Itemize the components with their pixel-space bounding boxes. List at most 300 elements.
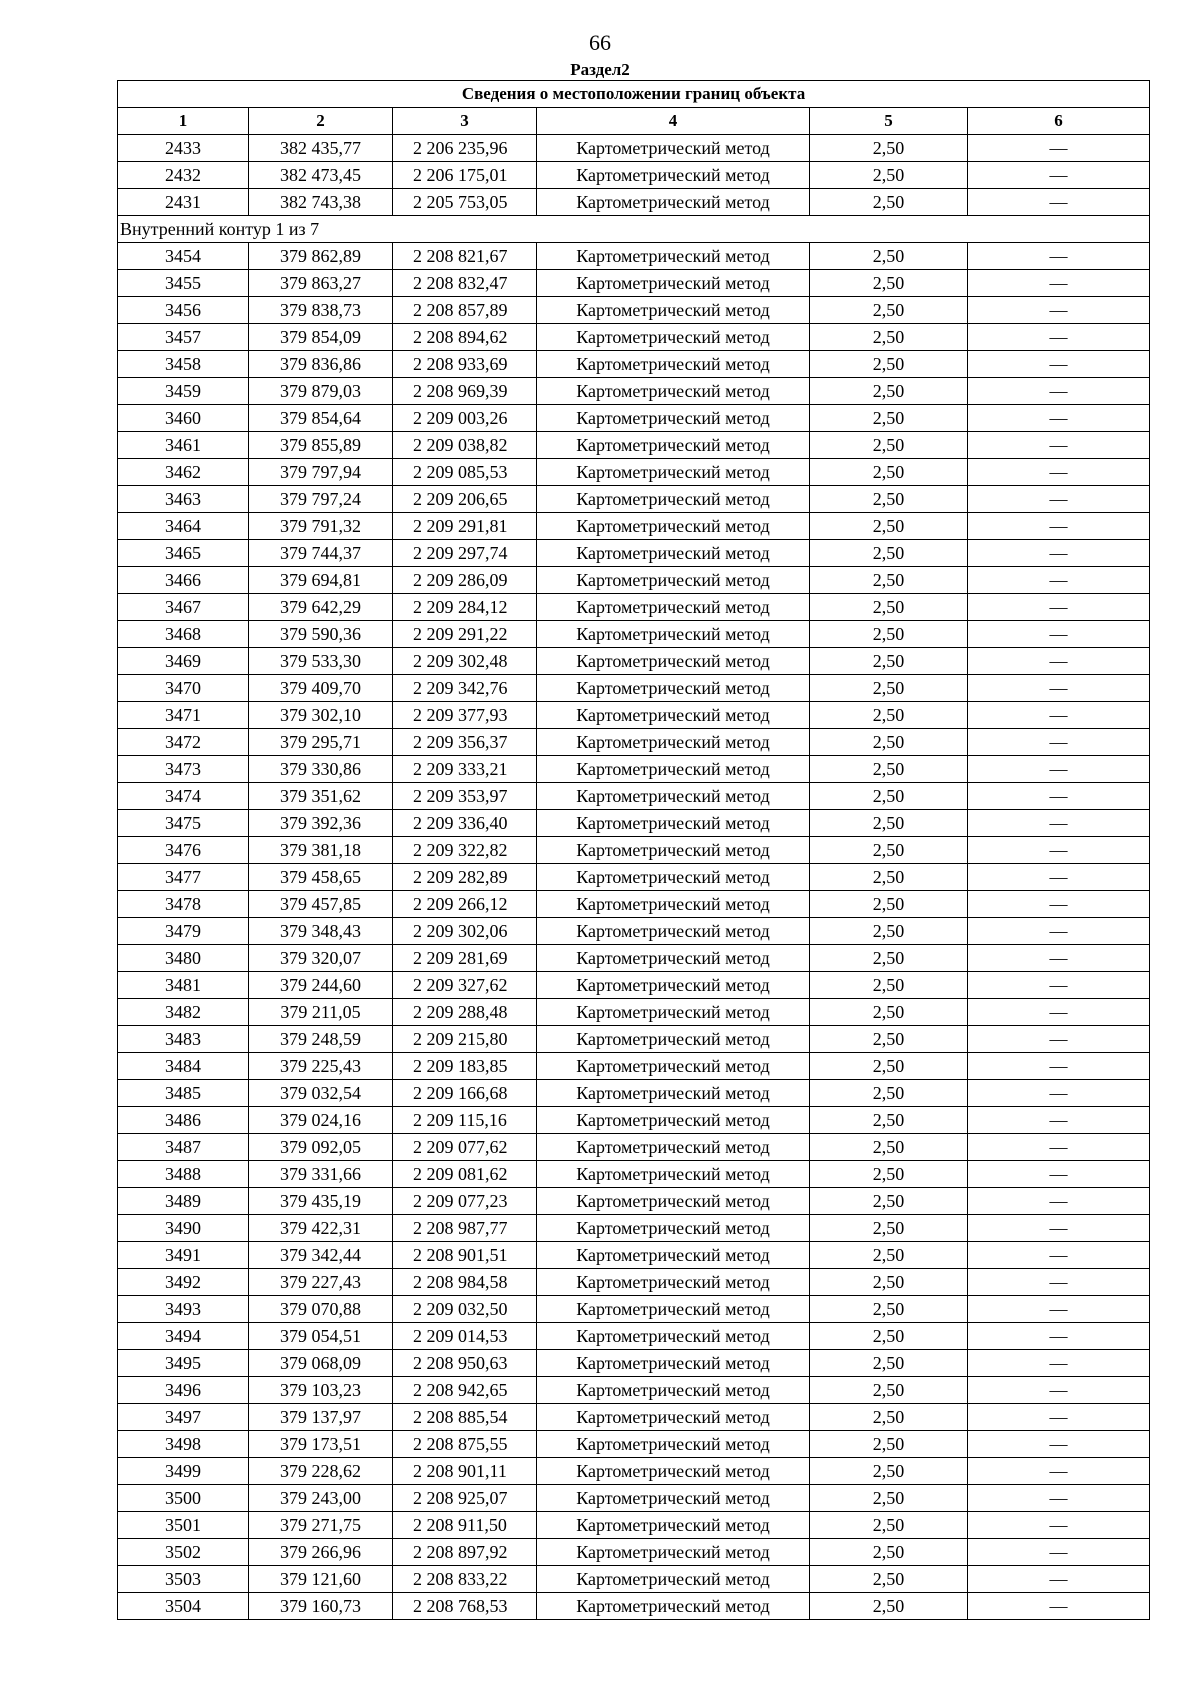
coord-y-cell: 2 209 336,40 — [393, 810, 537, 837]
table-row — [118, 324, 1150, 351]
coord-x-cell: 379 642,29 — [249, 594, 393, 621]
coord-y-cell: 2 209 032,50 — [393, 1296, 537, 1323]
accuracy-cell: 2,50 — [810, 972, 968, 999]
coord-x-cell: 379 243,00 — [249, 1485, 393, 1512]
description-cell: — — [968, 1458, 1150, 1485]
coord-x-cell: 379 228,62 — [249, 1458, 393, 1485]
accuracy-cell: 2,50 — [810, 783, 968, 810]
accuracy-cell: 2,50 — [810, 864, 968, 891]
table-row — [118, 162, 1150, 189]
coord-x-cell: 379 791,32 — [249, 513, 393, 540]
description-cell: — — [968, 189, 1150, 216]
table-row — [118, 459, 1150, 486]
method-cell: Картометрический метод — [537, 1296, 810, 1323]
coord-x-cell: 379 348,43 — [249, 918, 393, 945]
description-cell: — — [968, 324, 1150, 351]
table-row — [118, 756, 1150, 783]
description-cell: — — [968, 1593, 1150, 1620]
coord-y-cell: 2 209 081,62 — [393, 1161, 537, 1188]
method-cell: Картометрический метод — [537, 459, 810, 486]
method-cell: Картометрический метод — [537, 1512, 810, 1539]
point-number-cell: 3475 — [118, 810, 249, 837]
table-row — [118, 513, 1150, 540]
method-cell: Картометрический метод — [537, 864, 810, 891]
accuracy-cell: 2,50 — [810, 1080, 968, 1107]
coord-x-cell: 379 744,37 — [249, 540, 393, 567]
point-number-cell: 3458 — [118, 351, 249, 378]
point-number-cell: 3499 — [118, 1458, 249, 1485]
point-number-cell: 3489 — [118, 1188, 249, 1215]
accuracy-cell: 2,50 — [810, 1539, 968, 1566]
point-number-cell: 3502 — [118, 1539, 249, 1566]
point-number-cell: 3484 — [118, 1053, 249, 1080]
method-cell: Картометрический метод — [537, 1269, 810, 1296]
description-cell: — — [968, 1188, 1150, 1215]
description-cell: — — [968, 648, 1150, 675]
description-cell: — — [968, 486, 1150, 513]
coord-x-cell: 379 244,60 — [249, 972, 393, 999]
contour-label: Внутренний контур 1 из 7 — [118, 216, 1150, 243]
description-cell: — — [968, 567, 1150, 594]
coord-x-cell: 379 381,18 — [249, 837, 393, 864]
description-cell: — — [968, 1404, 1150, 1431]
description-cell: — — [968, 432, 1150, 459]
accuracy-cell: 2,50 — [810, 1107, 968, 1134]
coord-x-cell: 379 590,36 — [249, 621, 393, 648]
coord-x-cell: 379 266,96 — [249, 1539, 393, 1566]
contour-label-section — [118, 216, 1150, 243]
point-number-cell: 3469 — [118, 648, 249, 675]
table-row — [118, 243, 1150, 270]
method-cell: Картометрический метод — [537, 945, 810, 972]
description-cell: — — [968, 783, 1150, 810]
coord-x-cell: 379 225,43 — [249, 1053, 393, 1080]
table-row — [118, 1539, 1150, 1566]
coord-x-cell: 382 743,38 — [249, 189, 393, 216]
description-cell: — — [968, 756, 1150, 783]
accuracy-cell: 2,50 — [810, 243, 968, 270]
description-cell: — — [968, 459, 1150, 486]
method-cell: Картометрический метод — [537, 540, 810, 567]
coord-y-cell: 2 208 901,51 — [393, 1242, 537, 1269]
accuracy-cell: 2,50 — [810, 729, 968, 756]
coord-y-cell: 2 209 356,37 — [393, 729, 537, 756]
description-cell: — — [968, 972, 1150, 999]
coord-x-cell: 379 024,16 — [249, 1107, 393, 1134]
accuracy-cell: 2,50 — [810, 1323, 968, 1350]
page-number: 66 — [589, 30, 611, 55]
method-cell: Картометрический метод — [537, 297, 810, 324]
coord-y-cell: 2 208 768,53 — [393, 1593, 537, 1620]
method-cell: Картометрический метод — [537, 1161, 810, 1188]
description-cell: — — [968, 1377, 1150, 1404]
table-row — [118, 1080, 1150, 1107]
description-cell: — — [968, 1539, 1150, 1566]
method-cell: Картометрический метод — [537, 1485, 810, 1512]
coord-x-cell: 379 855,89 — [249, 432, 393, 459]
table-row — [118, 621, 1150, 648]
description-cell: — — [968, 1512, 1150, 1539]
point-number-cell: 3504 — [118, 1593, 249, 1620]
table-row — [118, 1323, 1150, 1350]
accuracy-cell: 2,50 — [810, 432, 968, 459]
coord-y-cell: 2 209 377,93 — [393, 702, 537, 729]
point-number-cell: 3487 — [118, 1134, 249, 1161]
point-number-cell: 2433 — [118, 135, 249, 162]
coord-x-cell: 379 248,59 — [249, 1026, 393, 1053]
table-row — [118, 837, 1150, 864]
description-cell: — — [968, 1161, 1150, 1188]
column-number: 6 — [968, 108, 1150, 135]
table-row — [118, 864, 1150, 891]
coord-x-cell: 379 137,97 — [249, 1404, 393, 1431]
method-cell: Картометрический метод — [537, 1053, 810, 1080]
coord-y-cell: 2 208 969,39 — [393, 378, 537, 405]
method-cell: Картометрический метод — [537, 1080, 810, 1107]
method-cell: Картометрический метод — [537, 1134, 810, 1161]
accuracy-cell: 2,50 — [810, 486, 968, 513]
contour-label-row — [118, 216, 1150, 243]
method-cell: Картометрический метод — [537, 324, 810, 351]
table-row — [118, 135, 1150, 162]
accuracy-cell: 2,50 — [810, 1512, 968, 1539]
coord-x-cell: 379 070,88 — [249, 1296, 393, 1323]
description-cell: — — [968, 270, 1150, 297]
point-number-cell: 3472 — [118, 729, 249, 756]
table-row — [118, 1134, 1150, 1161]
method-cell: Картометрический метод — [537, 1215, 810, 1242]
accuracy-cell: 2,50 — [810, 918, 968, 945]
table-row — [118, 594, 1150, 621]
table-row — [118, 540, 1150, 567]
coord-y-cell: 2 208 885,54 — [393, 1404, 537, 1431]
description-cell: — — [968, 1215, 1150, 1242]
coord-y-cell: 2 208 933,69 — [393, 351, 537, 378]
method-cell: Картометрический метод — [537, 405, 810, 432]
point-number-cell: 3494 — [118, 1323, 249, 1350]
point-number-cell: 3457 — [118, 324, 249, 351]
description-cell: — — [968, 162, 1150, 189]
column-number: 4 — [537, 108, 810, 135]
table-row — [118, 1431, 1150, 1458]
table-row — [118, 486, 1150, 513]
method-cell: Картометрический метод — [537, 594, 810, 621]
table-row — [118, 1026, 1150, 1053]
table-row — [118, 405, 1150, 432]
accuracy-cell: 2,50 — [810, 810, 968, 837]
accuracy-cell: 2,50 — [810, 1404, 968, 1431]
method-cell: Картометрический метод — [537, 756, 810, 783]
method-cell: Картометрический метод — [537, 810, 810, 837]
coord-x-cell: 379 211,05 — [249, 999, 393, 1026]
point-number-cell: 3463 — [118, 486, 249, 513]
table-row — [118, 297, 1150, 324]
description-cell: — — [968, 378, 1150, 405]
description-cell: — — [968, 810, 1150, 837]
coord-x-cell: 379 409,70 — [249, 675, 393, 702]
coord-x-cell: 379 854,64 — [249, 405, 393, 432]
table-row — [118, 702, 1150, 729]
accuracy-cell: 2,50 — [810, 135, 968, 162]
method-cell: Картометрический метод — [537, 729, 810, 756]
method-cell: Картометрический метод — [537, 1566, 810, 1593]
column-number-row — [118, 108, 1150, 135]
table-row — [118, 1404, 1150, 1431]
table-row — [118, 945, 1150, 972]
coord-x-cell: 379 797,24 — [249, 486, 393, 513]
accuracy-cell: 2,50 — [810, 675, 968, 702]
coord-y-cell: 2 206 235,96 — [393, 135, 537, 162]
coord-x-cell: 379 227,43 — [249, 1269, 393, 1296]
description-cell: — — [968, 1107, 1150, 1134]
table-row — [118, 189, 1150, 216]
method-cell: Картометрический метод — [537, 270, 810, 297]
point-number-cell: 3456 — [118, 297, 249, 324]
point-number-cell: 3460 — [118, 405, 249, 432]
point-number-cell: 3483 — [118, 1026, 249, 1053]
method-cell: Картометрический метод — [537, 648, 810, 675]
method-cell: Картометрический метод — [537, 783, 810, 810]
method-cell: Картометрический метод — [537, 162, 810, 189]
table-row — [118, 1242, 1150, 1269]
accuracy-cell: 2,50 — [810, 324, 968, 351]
coord-x-cell: 379 342,44 — [249, 1242, 393, 1269]
coord-x-cell: 379 092,05 — [249, 1134, 393, 1161]
method-cell: Картометрический метод — [537, 1188, 810, 1215]
method-cell: Картометрический метод — [537, 135, 810, 162]
accuracy-cell: 2,50 — [810, 837, 968, 864]
method-cell: Картометрический метод — [537, 621, 810, 648]
description-cell: — — [968, 918, 1150, 945]
accuracy-cell: 2,50 — [810, 1161, 968, 1188]
accuracy-cell: 2,50 — [810, 297, 968, 324]
accuracy-cell: 2,50 — [810, 1053, 968, 1080]
coord-x-cell: 379 797,94 — [249, 459, 393, 486]
column-number: 5 — [810, 108, 968, 135]
coord-x-cell: 379 068,09 — [249, 1350, 393, 1377]
accuracy-cell: 2,50 — [810, 1431, 968, 1458]
coord-y-cell: 2 209 183,85 — [393, 1053, 537, 1080]
accuracy-cell: 2,50 — [810, 378, 968, 405]
description-cell: — — [968, 837, 1150, 864]
table-row — [118, 432, 1150, 459]
point-number-cell: 3501 — [118, 1512, 249, 1539]
accuracy-cell: 2,50 — [810, 1134, 968, 1161]
coord-y-cell: 2 208 901,11 — [393, 1458, 537, 1485]
method-cell: Картометрический метод — [537, 513, 810, 540]
table-body-inner-contour — [118, 243, 1150, 1620]
coord-y-cell: 2 209 077,23 — [393, 1188, 537, 1215]
coord-x-cell: 379 351,62 — [249, 783, 393, 810]
description-cell: — — [968, 243, 1150, 270]
method-cell: Картометрический метод — [537, 1323, 810, 1350]
accuracy-cell: 2,50 — [810, 1377, 968, 1404]
coord-y-cell: 2 209 291,81 — [393, 513, 537, 540]
point-number-cell: 3478 — [118, 891, 249, 918]
table-row — [118, 1593, 1150, 1620]
table-row — [118, 1107, 1150, 1134]
method-cell: Картометрический метод — [537, 999, 810, 1026]
point-number-cell: 3470 — [118, 675, 249, 702]
table-row — [118, 567, 1150, 594]
table-row — [118, 1377, 1150, 1404]
table-row — [118, 918, 1150, 945]
table-row — [118, 1566, 1150, 1593]
point-number-cell: 3480 — [118, 945, 249, 972]
accuracy-cell: 2,50 — [810, 1485, 968, 1512]
coord-y-cell: 2 209 353,97 — [393, 783, 537, 810]
coord-y-cell: 2 205 753,05 — [393, 189, 537, 216]
coord-y-cell: 2 209 288,48 — [393, 999, 537, 1026]
coord-y-cell: 2 209 085,53 — [393, 459, 537, 486]
accuracy-cell: 2,50 — [810, 1215, 968, 1242]
method-cell: Картометрический метод — [537, 1107, 810, 1134]
boundary-coordinates-table — [117, 80, 1150, 1620]
coord-y-cell: 2 209 166,68 — [393, 1080, 537, 1107]
method-cell: Картометрический метод — [537, 243, 810, 270]
coord-x-cell: 379 457,85 — [249, 891, 393, 918]
coord-y-cell: 2 209 115,16 — [393, 1107, 537, 1134]
table-row — [118, 1296, 1150, 1323]
point-number-cell: 3471 — [118, 702, 249, 729]
coord-y-cell: 2 208 875,55 — [393, 1431, 537, 1458]
accuracy-cell: 2,50 — [810, 459, 968, 486]
description-cell: — — [968, 702, 1150, 729]
coord-y-cell: 2 208 821,67 — [393, 243, 537, 270]
accuracy-cell: 2,50 — [810, 594, 968, 621]
point-number-cell: 3467 — [118, 594, 249, 621]
point-number-cell: 3503 — [118, 1566, 249, 1593]
point-number-cell: 3496 — [118, 1377, 249, 1404]
point-number-cell: 3493 — [118, 1296, 249, 1323]
description-cell: — — [968, 675, 1150, 702]
method-cell: Картометрический метод — [537, 351, 810, 378]
accuracy-cell: 2,50 — [810, 540, 968, 567]
description-cell: — — [968, 864, 1150, 891]
description-cell: — — [968, 405, 1150, 432]
point-number-cell: 3473 — [118, 756, 249, 783]
coord-x-cell: 379 435,19 — [249, 1188, 393, 1215]
table-body-outer-contour — [118, 135, 1150, 216]
description-cell: — — [968, 1242, 1150, 1269]
accuracy-cell: 2,50 — [810, 945, 968, 972]
point-number-cell: 3500 — [118, 1485, 249, 1512]
point-number-cell: 3461 — [118, 432, 249, 459]
coord-y-cell: 2 208 925,07 — [393, 1485, 537, 1512]
table-row — [118, 1161, 1150, 1188]
method-cell: Картометрический метод — [537, 1350, 810, 1377]
coord-y-cell: 2 209 038,82 — [393, 432, 537, 459]
coord-x-cell: 379 863,27 — [249, 270, 393, 297]
coord-y-cell: 2 209 215,80 — [393, 1026, 537, 1053]
description-cell: — — [968, 135, 1150, 162]
description-cell: — — [968, 1485, 1150, 1512]
table-row — [118, 1512, 1150, 1539]
accuracy-cell: 2,50 — [810, 702, 968, 729]
accuracy-cell: 2,50 — [810, 270, 968, 297]
coord-x-cell: 379 271,75 — [249, 1512, 393, 1539]
method-cell: Картометрический метод — [537, 972, 810, 999]
point-number-cell: 3488 — [118, 1161, 249, 1188]
method-cell: Картометрический метод — [537, 189, 810, 216]
point-number-cell: 3454 — [118, 243, 249, 270]
coord-y-cell: 2 209 003,26 — [393, 405, 537, 432]
point-number-cell: 3491 — [118, 1242, 249, 1269]
table-row — [118, 810, 1150, 837]
section-title: Раздел2 — [570, 60, 630, 79]
accuracy-cell: 2,50 — [810, 891, 968, 918]
coord-x-cell: 379 054,51 — [249, 1323, 393, 1350]
coord-y-cell: 2 209 206,65 — [393, 486, 537, 513]
coord-x-cell: 379 330,86 — [249, 756, 393, 783]
accuracy-cell: 2,50 — [810, 621, 968, 648]
accuracy-cell: 2,50 — [810, 1269, 968, 1296]
description-cell: — — [968, 594, 1150, 621]
accuracy-cell: 2,50 — [810, 1296, 968, 1323]
coord-x-cell: 379 320,07 — [249, 945, 393, 972]
description-cell: — — [968, 1080, 1150, 1107]
method-cell: Картометрический метод — [537, 891, 810, 918]
coord-x-cell: 379 173,51 — [249, 1431, 393, 1458]
description-cell: — — [968, 1269, 1150, 1296]
coord-x-cell: 379 838,73 — [249, 297, 393, 324]
coord-x-cell: 379 295,71 — [249, 729, 393, 756]
point-number-cell: 3495 — [118, 1350, 249, 1377]
coord-x-cell: 379 862,89 — [249, 243, 393, 270]
description-cell: — — [968, 1134, 1150, 1161]
point-number-cell: 3464 — [118, 513, 249, 540]
point-number-cell: 3455 — [118, 270, 249, 297]
table-row — [118, 1350, 1150, 1377]
point-number-cell: 3482 — [118, 999, 249, 1026]
accuracy-cell: 2,50 — [810, 567, 968, 594]
accuracy-cell: 2,50 — [810, 405, 968, 432]
table-caption: Сведения о местоположении границ объекта — [118, 81, 1150, 108]
table-row — [118, 1215, 1150, 1242]
coord-x-cell: 379 331,66 — [249, 1161, 393, 1188]
point-number-cell: 3497 — [118, 1404, 249, 1431]
description-cell: — — [968, 351, 1150, 378]
coord-y-cell: 2 208 984,58 — [393, 1269, 537, 1296]
point-number-cell: 3474 — [118, 783, 249, 810]
point-number-cell: 3485 — [118, 1080, 249, 1107]
coord-y-cell: 2 209 286,09 — [393, 567, 537, 594]
method-cell: Картометрический метод — [537, 378, 810, 405]
coord-x-cell: 379 103,23 — [249, 1377, 393, 1404]
point-number-cell: 3479 — [118, 918, 249, 945]
coord-x-cell: 379 160,73 — [249, 1593, 393, 1620]
table-row — [118, 729, 1150, 756]
coord-x-cell: 379 121,60 — [249, 1566, 393, 1593]
accuracy-cell: 2,50 — [810, 162, 968, 189]
coord-y-cell: 2 208 987,77 — [393, 1215, 537, 1242]
table-row — [118, 378, 1150, 405]
coord-x-cell: 379 836,86 — [249, 351, 393, 378]
coord-x-cell: 382 435,77 — [249, 135, 393, 162]
table-row — [118, 648, 1150, 675]
coord-y-cell: 2 209 322,82 — [393, 837, 537, 864]
table-row — [118, 675, 1150, 702]
coord-y-cell: 2 209 077,62 — [393, 1134, 537, 1161]
coord-x-cell: 379 458,65 — [249, 864, 393, 891]
method-cell: Картометрический метод — [537, 1377, 810, 1404]
coord-y-cell: 2 209 333,21 — [393, 756, 537, 783]
coord-x-cell: 379 392,36 — [249, 810, 393, 837]
description-cell: — — [968, 1566, 1150, 1593]
coord-y-cell: 2 208 894,62 — [393, 324, 537, 351]
coord-y-cell: 2 209 342,76 — [393, 675, 537, 702]
coord-y-cell: 2 209 327,62 — [393, 972, 537, 999]
